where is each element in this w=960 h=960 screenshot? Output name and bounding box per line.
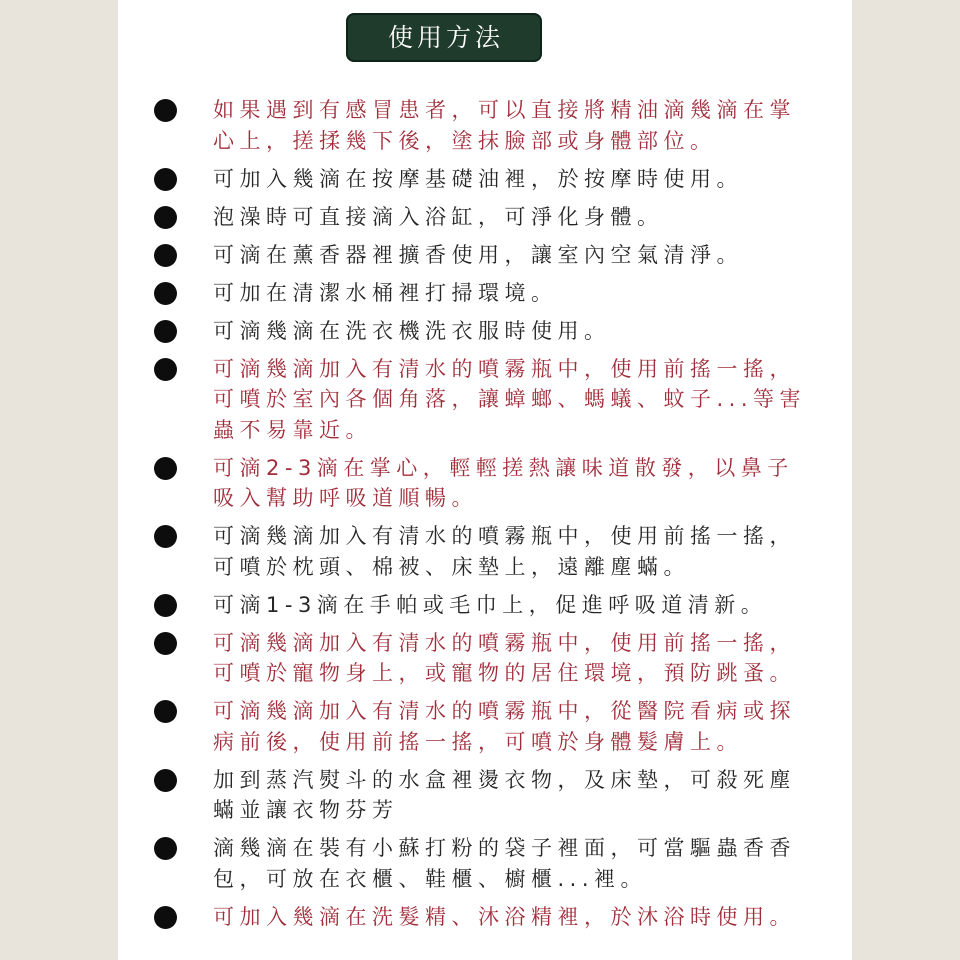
bullet-icon — [154, 244, 177, 267]
list-item — [118, 521, 852, 582]
item-line: 蟲不易靠近。 — [213, 417, 372, 442]
item-line: 可滴1-3滴在手帕或毛巾上，促進呼吸道清新。 — [213, 592, 768, 617]
item-text — [213, 590, 852, 621]
item-text — [213, 765, 852, 826]
item-line: 可滴幾滴加入有清水的噴霧瓶中，使用前搖一搖， — [213, 524, 796, 548]
item-text — [213, 95, 852, 156]
item-line: 可噴於室內各個角落，讓蟑螂、螞蟻、蚊子...等害 — [213, 387, 807, 411]
list-item — [118, 240, 852, 271]
item-line: 如果遇到有感冒患者，可以直接將精油滴幾滴在掌 — [213, 98, 796, 122]
page-title: 使用方法 — [387, 23, 504, 52]
item-line: 泡澡時可直接滴入浴缸，可淨化身體。 — [213, 204, 664, 229]
list-item — [118, 316, 852, 347]
usage-list — [118, 95, 852, 940]
item-line: 可滴幾滴加入有清水的噴霧瓶中，使用前搖一搖， — [213, 356, 796, 381]
item-text — [213, 902, 852, 933]
item-line: 可噴於枕頭、棉被、床墊上，遠離塵蟎。 — [213, 554, 690, 579]
item-line: 可滴幾滴在洗衣機洗衣服時使用。 — [213, 318, 611, 343]
item-line: 可加在清潔水桶裡打掃環境。 — [213, 280, 558, 305]
bullet-icon — [154, 906, 177, 929]
item-text — [213, 164, 852, 195]
item-line: 吸入幫助呼吸道順暢。 — [213, 486, 478, 510]
item-text — [213, 628, 852, 689]
list-item — [118, 628, 852, 689]
item-line: 蟎並讓衣物芬芳 — [213, 798, 399, 822]
list-item — [118, 164, 852, 195]
title-badge — [346, 13, 542, 62]
list-item — [118, 902, 852, 933]
bullet-icon — [154, 168, 177, 191]
item-line: 可加入幾滴在洗髮精、沐浴精裡，於沐浴時使用。 — [213, 904, 796, 929]
item-line: 加到蒸汽熨斗的水盒裡燙衣物，及床墊，可殺死塵 — [213, 767, 796, 792]
item-text — [213, 696, 852, 757]
item-line: 病前後，使用前搖一搖，可噴於身體髮膚上。 — [213, 729, 743, 754]
item-text — [213, 278, 852, 309]
list-item — [118, 696, 852, 757]
item-text — [213, 202, 852, 233]
list-item — [118, 354, 852, 446]
item-text — [213, 316, 852, 347]
content-panel — [118, 0, 852, 960]
item-line: 心上，搓揉幾下後，塗抹臉部或身體部位。 — [213, 128, 717, 153]
list-item — [118, 95, 852, 156]
list-item — [118, 833, 852, 894]
bullet-icon — [154, 206, 177, 229]
list-item — [118, 590, 852, 621]
bullet-icon — [154, 457, 177, 480]
bullet-icon — [154, 837, 177, 860]
item-line: 可滴在薰香器裡擴香使用，讓室內空氣清淨。 — [213, 242, 743, 267]
bullet-icon — [154, 594, 177, 617]
list-item — [118, 278, 852, 309]
item-text — [213, 354, 852, 446]
item-line: 可滴幾滴加入有清水的噴霧瓶中，使用前搖一搖， — [213, 630, 796, 655]
item-text — [213, 240, 852, 271]
bullet-icon — [154, 632, 177, 655]
item-line: 可噴於寵物身上，或寵物的居住環境，預防跳蚤。 — [213, 661, 796, 685]
bullet-icon — [154, 769, 177, 792]
item-line: 包，可放在衣櫃、鞋櫃、櫥櫃...裡。 — [213, 866, 648, 891]
list-item — [118, 765, 852, 826]
bullet-icon — [154, 320, 177, 343]
list-item — [118, 202, 852, 233]
item-text — [213, 453, 852, 514]
bullet-icon — [154, 358, 177, 381]
item-text — [213, 833, 852, 894]
item-line: 可滴幾滴加入有清水的噴霧瓶中，從醫院看病或探 — [213, 699, 796, 723]
bullet-icon — [154, 525, 177, 548]
item-line: 滴幾滴在裝有小蘇打粉的袋子裡面，可當驅蟲香香 — [213, 836, 796, 860]
item-line: 可滴2-3滴在掌心，輕輕搓熱讓味道散發，以鼻子 — [213, 455, 794, 480]
list-item — [118, 453, 852, 514]
item-line: 可加入幾滴在按摩基礎油裡，於按摩時使用。 — [213, 166, 743, 191]
bullet-icon — [154, 282, 177, 305]
bullet-icon — [154, 99, 177, 122]
item-text — [213, 521, 852, 582]
bullet-icon — [154, 700, 177, 723]
